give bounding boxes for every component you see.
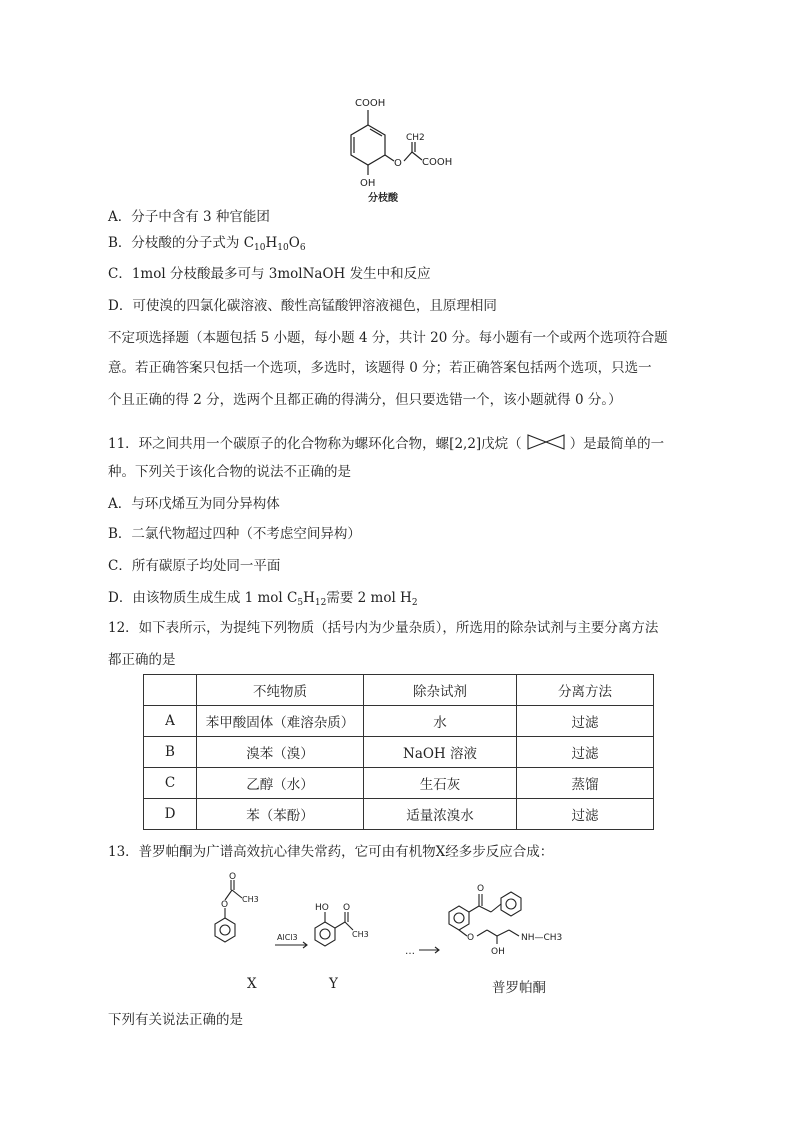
y-carbonyl-o: O	[343, 903, 351, 913]
table-cell: 乙醇（水）	[197, 768, 364, 799]
spiropentane-structure	[524, 432, 568, 452]
cooh-side-label: COOH	[422, 157, 453, 168]
table-cell: B	[144, 737, 197, 768]
q11-option-c: C．所有碳原子均处同一平面	[108, 558, 281, 574]
table-header-row	[144, 675, 654, 706]
y-ho-label: HO	[315, 903, 329, 913]
section-instructions-line3: 个且正确的得 2 分，选两个且都正确的得满分，但只要选错一个，该小题就得 0 分。）	[108, 392, 622, 408]
table-row	[144, 799, 654, 830]
section-instructions-line2: 意。若正确答案只包括一个选项，多选时，该题得 0 分；若正确答案包括两个选项，只选一	[108, 360, 652, 376]
table-cell: 苯甲酸固体（难溶杂质）	[197, 706, 364, 737]
cooh-top-label: COOH	[355, 98, 386, 109]
q11-option-a: A．与环戊烯互为同分异构体	[108, 496, 280, 512]
table-cell: A	[144, 706, 197, 737]
table-cell: 苯（苯酚）	[197, 799, 364, 830]
product-oh-label: OH	[491, 947, 505, 957]
oh-label: OH	[360, 178, 376, 189]
table-row	[144, 706, 654, 737]
product-nh-ch3-label: NH—CH3	[521, 933, 563, 943]
table-cell: 溴苯（溴）	[197, 737, 364, 768]
x-ester-o: O	[221, 900, 229, 910]
q11-option-b: B．二氯代物超过四种（不考虑空间异构）	[108, 526, 361, 542]
label-propafenone: 普罗帕酮	[492, 980, 546, 996]
product-ether-o: O	[467, 933, 475, 943]
chorismic-acid-structure	[330, 90, 460, 205]
table-cell: 过滤	[517, 737, 654, 768]
alcl3-label: AlCl3	[277, 933, 298, 942]
product-carbonyl-o: O	[477, 884, 485, 894]
q13-stem: 13．普罗帕酮为广谱高效抗心律失常药，它可由有机物X经多步反应合成：	[108, 844, 554, 860]
y-ch3-label: CH3	[352, 930, 369, 939]
table-cell: 过滤	[517, 799, 654, 830]
table-row	[144, 768, 654, 799]
table-cell: 适量浓溴水	[364, 799, 517, 830]
table-cell: NaOH 溶液	[364, 737, 517, 768]
q13-question: 下列有关说法正确的是	[108, 1012, 243, 1028]
purification-table	[143, 674, 654, 830]
x-carbonyl-o: O	[229, 872, 237, 882]
table-cell: 蒸馏	[517, 768, 654, 799]
figure-caption: 分枝酸	[368, 193, 398, 204]
table-cell: 生石灰	[364, 768, 517, 799]
table-row	[144, 737, 654, 768]
q10-option-a: A．分子中含有 3 种官能团	[108, 209, 270, 225]
q11-stem-line1: 11．环之间共用一个碳原子的化合物称为螺环化合物，螺[2,2]戊烷（ ）是最简单的一	[108, 432, 664, 454]
synthesis-scheme	[195, 870, 595, 970]
q11-stem-line2: 种。下列关于该化合物的说法不正确的是	[108, 464, 351, 480]
label-y: Y	[329, 976, 338, 992]
q10-option-b: B．分枝酸的分子式为 $C_{10}H_{10}O_6$	[108, 235, 306, 253]
table-cell: 过滤	[517, 706, 654, 737]
table-cell: 水	[364, 706, 517, 737]
ellipsis-label: …	[405, 946, 415, 957]
table-header-cell: 除杂试剂	[364, 675, 517, 706]
label-x: X	[247, 976, 257, 992]
q11-option-d: D．由该物质生成生成 1 mol $C_5H_{12}$需要 2 mol $H_2$	[108, 590, 418, 608]
table-header-cell: 不纯物质	[197, 675, 364, 706]
section-instructions-line1: 不定项选择题（本题包括 5 小题，每小题 4 分，共计 20 分。每小题有一个或两个选项符合题	[108, 330, 668, 346]
q10-option-c: C．1mol 分枝酸最多可与 3molNaOH 发生中和反应	[108, 266, 431, 282]
table-header-cell: 分离方法	[517, 675, 654, 706]
ch2-label: CH2	[406, 133, 425, 143]
q12-stem-line1: 12．如下表所示，为提纯下列物质（括号内为少量杂质），所选用的除杂试剂与主要分离方法	[108, 620, 659, 636]
q12-stem-line2: 都正确的是	[108, 652, 176, 668]
x-ch3-label: CH3	[242, 895, 259, 904]
table-header-cell	[144, 675, 197, 706]
table-cell: D	[144, 799, 197, 830]
q10-option-d: D．可使溴的四氯化碳溶液、酸性高锰酸钾溶液褪色，且原理相同	[108, 298, 497, 314]
ether-o-label: O	[394, 158, 402, 169]
table-cell: C	[144, 768, 197, 799]
